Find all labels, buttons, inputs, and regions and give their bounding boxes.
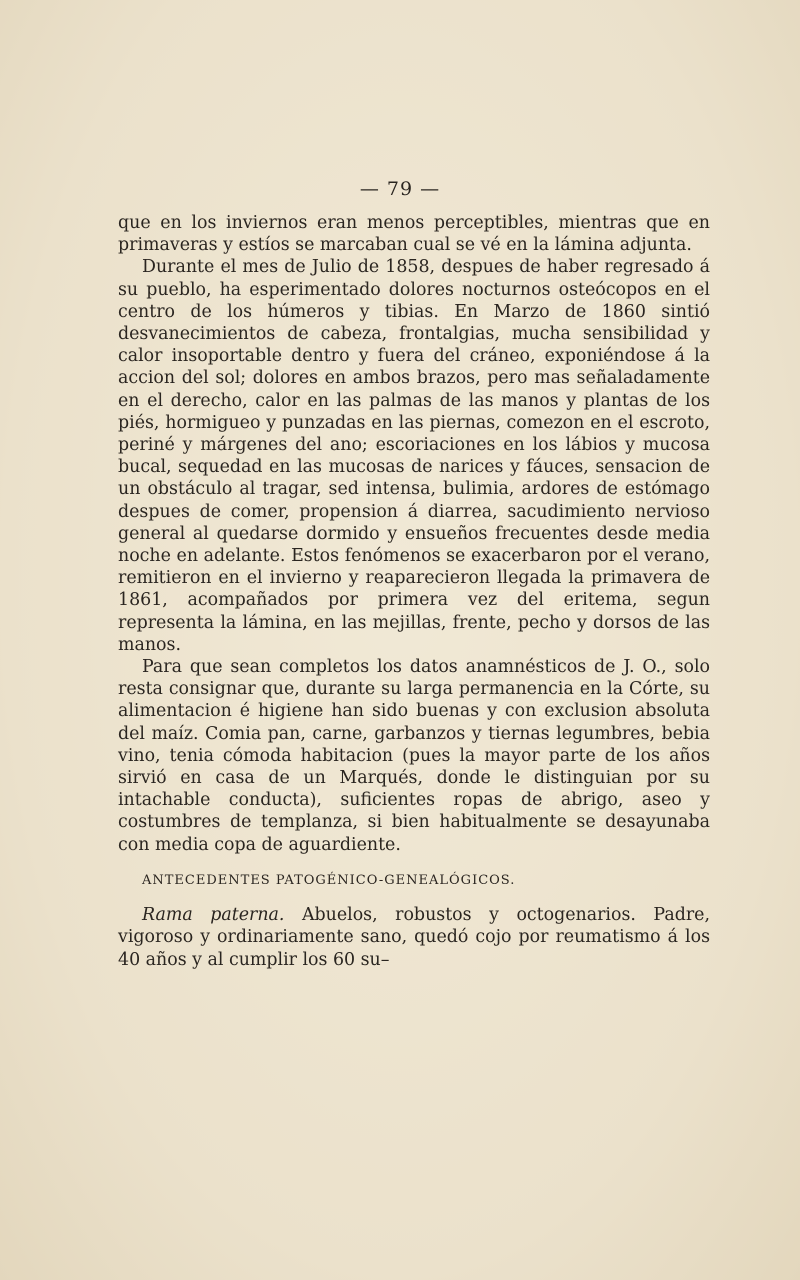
page-number: — 79 — bbox=[359, 178, 441, 200]
paragraph-4-text: Abuelos, robustos y octogenarios. Padre, vigoroso y ordinariamente sano, quedó cojo por reumatismo á los 40 años y al cumplir los 60 su– bbox=[118, 905, 710, 970]
paragraph-3: Para que sean completos los datos anamnésticos de J. O., solo resta consignar que, durante su larga permanencia en la Córte, su alimentacion é higiene han sido buenas y con exclusion absoluta del maíz. Comia pan, carne, garbanzos y tiernas legumbres, bebia vino, tenia cómoda habitacion (pues la mayor parte de los años sirvió en casa de un Marqués, donde le distinguian por su intachable conducta), suficientes ropas de abrigo, aseo y costumbres de templanza, si bien habitualmente se desayunaba con media copa de aguardiente. bbox=[118, 657, 710, 855]
paragraph-4 bbox=[118, 904, 710, 971]
paragraph-lead: Rama paterna. bbox=[142, 905, 285, 926]
paragraph-2: Durante el mes de Julio de 1858, despues de haber regresado á su pueblo, ha esperimentado dolores nocturnos osteócopos en el centro de los húmeros y tibias. En Marzo de 1860 sintió desvanecimientos de cabeza, frontalgias, mucha sensibilidad y calor insoportable dentro y fuera del cráneo, exponiéndose á la accion del sol; dolores en ambos brazos, pero mas señaladamente en el derecho, calor en las palmas de las manos y plantas de los piés, hormigueo y punzadas en las piernas, comezon en el escroto, periné y márgenes del ano; escoriaciones en los lábios y mucosa bucal, sequedad en las mucosas de narices y fáuces, sensacion de un obstáculo al tragar, sed intensa, bulimia, ardores de estómago despues de comer, propension á diarrea, sacudimiento nervioso general al quedarse dormido y ensueños frecuentes desde media noche en adelante. Estos fenómenos se exacerbaron por el verano, remitieron en el invierno y reaparecieron llegada la primavera de 1861, acompañados por primera vez del eritema, segun representa la lámina, en las mejillas, frente, pecho y dorsos de las manos. bbox=[118, 257, 710, 655]
paragraph-1: que en los inviernos eran menos perceptibles, mientras que en primaveras y estíos se marcaban cual se vé en la lámina adjunta. bbox=[118, 213, 710, 256]
section-heading: ANTECEDENTES PATOGÉNICO-GENEALÓGICOS. bbox=[142, 872, 516, 888]
body-text bbox=[118, 212, 710, 971]
